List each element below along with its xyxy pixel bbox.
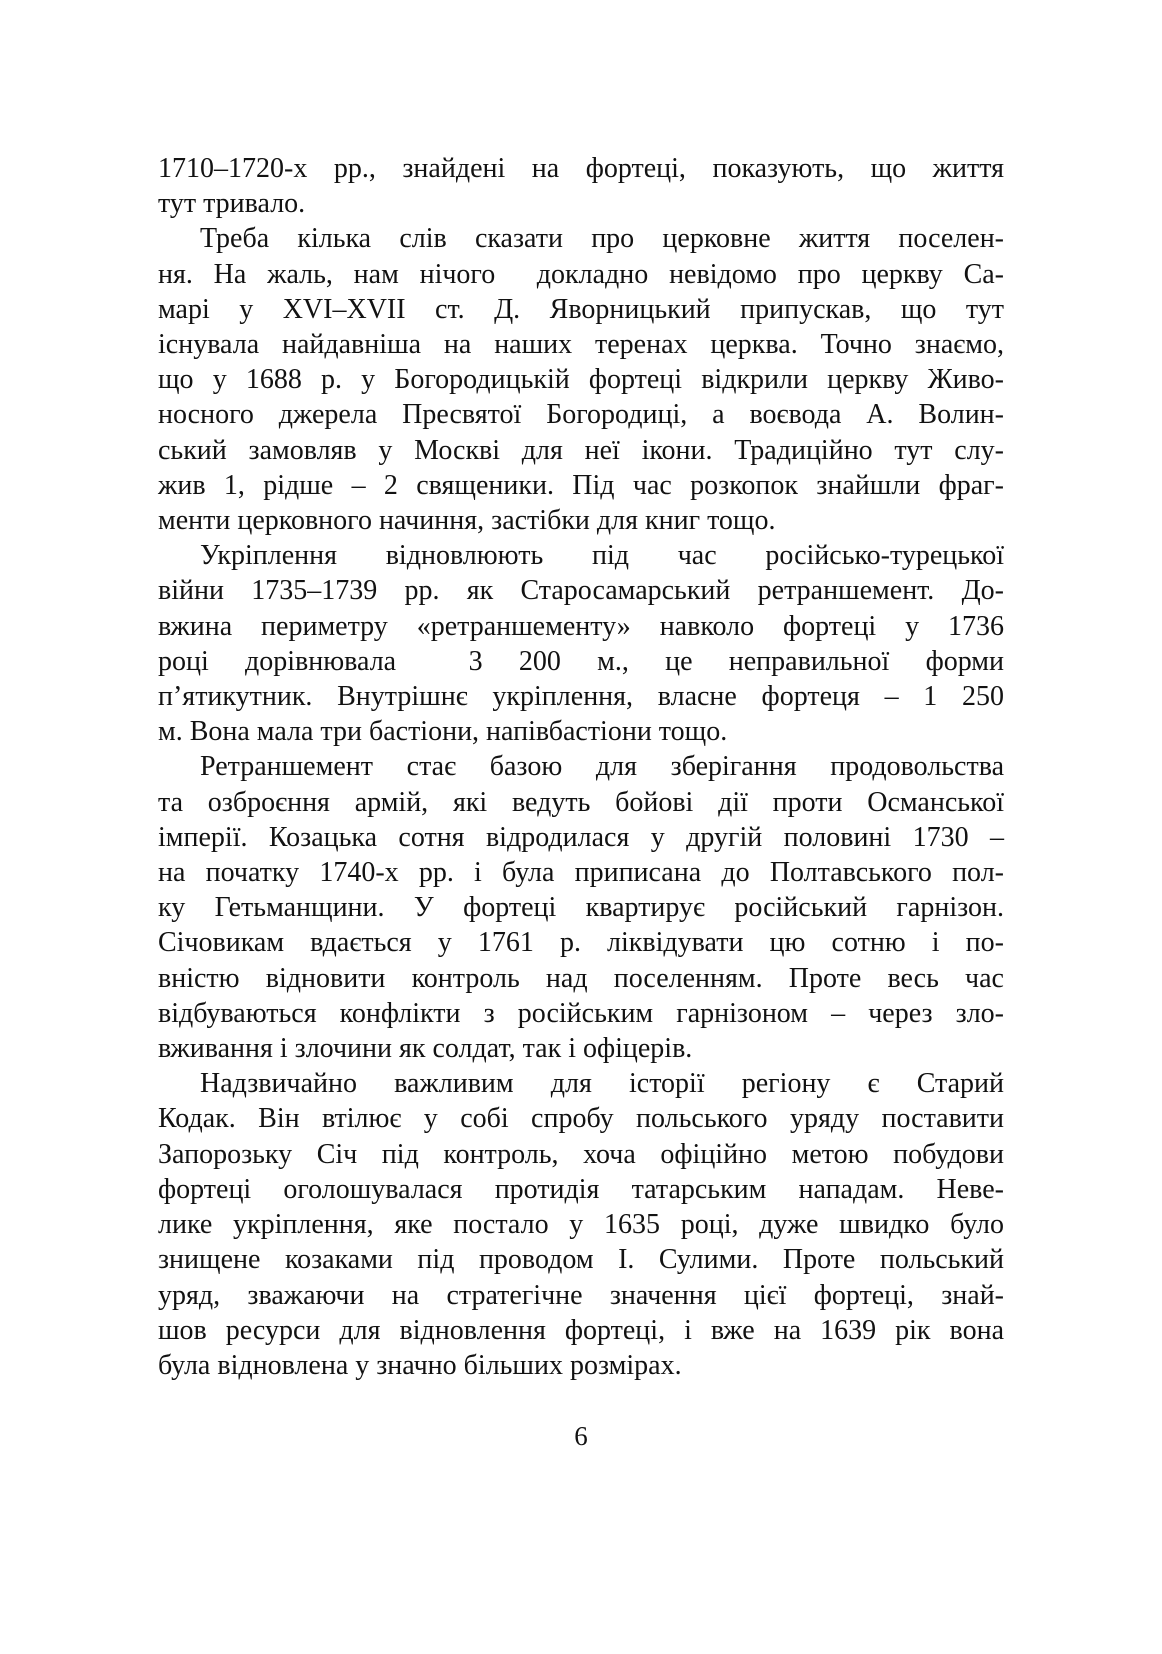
text-line: тут тривало. — [158, 188, 306, 220]
text-line: шов ресурси для відновлення фортеці, і вже на 1639 рік вона — [158, 1314, 1004, 1346]
text-line: Треба кілька слів сказати про церковне життя поселен- — [200, 223, 1004, 255]
text-line: імперії. Козацька сотня відродилася у другій половині 1730 – — [158, 821, 1004, 853]
paragraph — [158, 538, 1004, 749]
text-line: фортеці оголошувалася протидія татарським нападам. Неве- — [158, 1173, 1004, 1205]
text-line: на початку 1740-х рр. і була приписана до Полтавського пол- — [158, 857, 1004, 889]
text-line: відбуваються конфлікти з російським гарнізоном – через зло- — [158, 997, 1004, 1029]
paragraph — [158, 749, 1004, 1066]
text-line: ня. На жаль, нам нічого докладно невідомо про церкву Са- — [158, 258, 1004, 290]
text-line: що у 1688 р. у Богородицькій фортеці відкрили церкву Живо- — [158, 364, 1004, 396]
page-text — [158, 151, 1004, 1383]
text-line: ку Гетьманщини. У фортеці квартирує російський гарнізон. — [158, 892, 1004, 924]
text-line: Запорозьку Січ під контроль, хоча офіційно метою побудови — [158, 1138, 1004, 1170]
paragraph — [158, 1066, 1004, 1383]
text-line: уряд, зважаючи на стратегічне значення цієї фортеці, знай- — [158, 1279, 1004, 1311]
text-line: носного джерела Пресвятої Богородиці, а воєвода А. Волин- — [158, 399, 1004, 431]
text-line: та озброєння армій, які ведуть бойові дії проти Османської — [158, 786, 1004, 818]
text-line: м. Вона мала три бастіони, напівбастіони тощо. — [158, 716, 728, 748]
text-line: лике укріплення, яке постало у 1635 році, дуже швидко було — [158, 1209, 1004, 1241]
text-line: вністю відновити контроль над поселенням. Проте весь час — [158, 962, 1004, 994]
text-line: жив 1, рідше – 2 священики. Під час розкопок знайшли фраг- — [158, 469, 1004, 501]
text-line: вжина периметру «ретраншементу» навколо фортеці у 1736 — [158, 610, 1004, 642]
text-line: п’ятикутник. Внутрішнє укріплення, власне фортеця – 1 250 — [158, 681, 1004, 713]
paragraph — [158, 221, 1004, 538]
text-line: ський замовляв у Москві для неї ікони. Традиційно тут слу- — [158, 434, 1004, 466]
text-line: марі у XVI–XVII ст. Д. Яворницький припускав, що тут — [158, 293, 1004, 325]
text-line: Ретраншемент стає базою для зберігання продовольства — [200, 751, 1004, 783]
text-line: Укріплення відновлюють під час російсько-турецької — [200, 540, 1004, 572]
text-line: була відновлена у значно більших розмірах. — [158, 1349, 682, 1381]
text-line: Кодак. Він втілює у собі спробу польського уряду поставити — [158, 1103, 1004, 1135]
text-line: вживання і злочини як солдат, так і офіцерів. — [158, 1033, 693, 1065]
text-line: Січовикам вдається у 1761 р. ліквідувати цю сотню і по- — [158, 927, 1004, 959]
text-line: знищене козаками під проводом І. Сулими. Проте польський — [158, 1244, 1004, 1276]
page-number: 6 — [574, 1421, 588, 1451]
text-line: існувала найдавніша на наших теренах церква. Точно знаємо, — [158, 329, 1004, 361]
text-line: році дорівнювала 3 200 м., це неправильної форми — [158, 645, 1004, 677]
text-line: Надзвичайно важливим для історії регіону є Старий — [200, 1068, 1004, 1100]
text-line: війни 1735–1739 рр. як Старосамарський ретраншемент. До- — [158, 575, 1004, 607]
paragraph — [158, 151, 1004, 221]
text-line: 1710–1720-х рр., знайдені на фортеці, показують, що життя — [158, 153, 1004, 184]
text-line: менти церковного начиння, застібки для книг тощо. — [158, 505, 776, 537]
